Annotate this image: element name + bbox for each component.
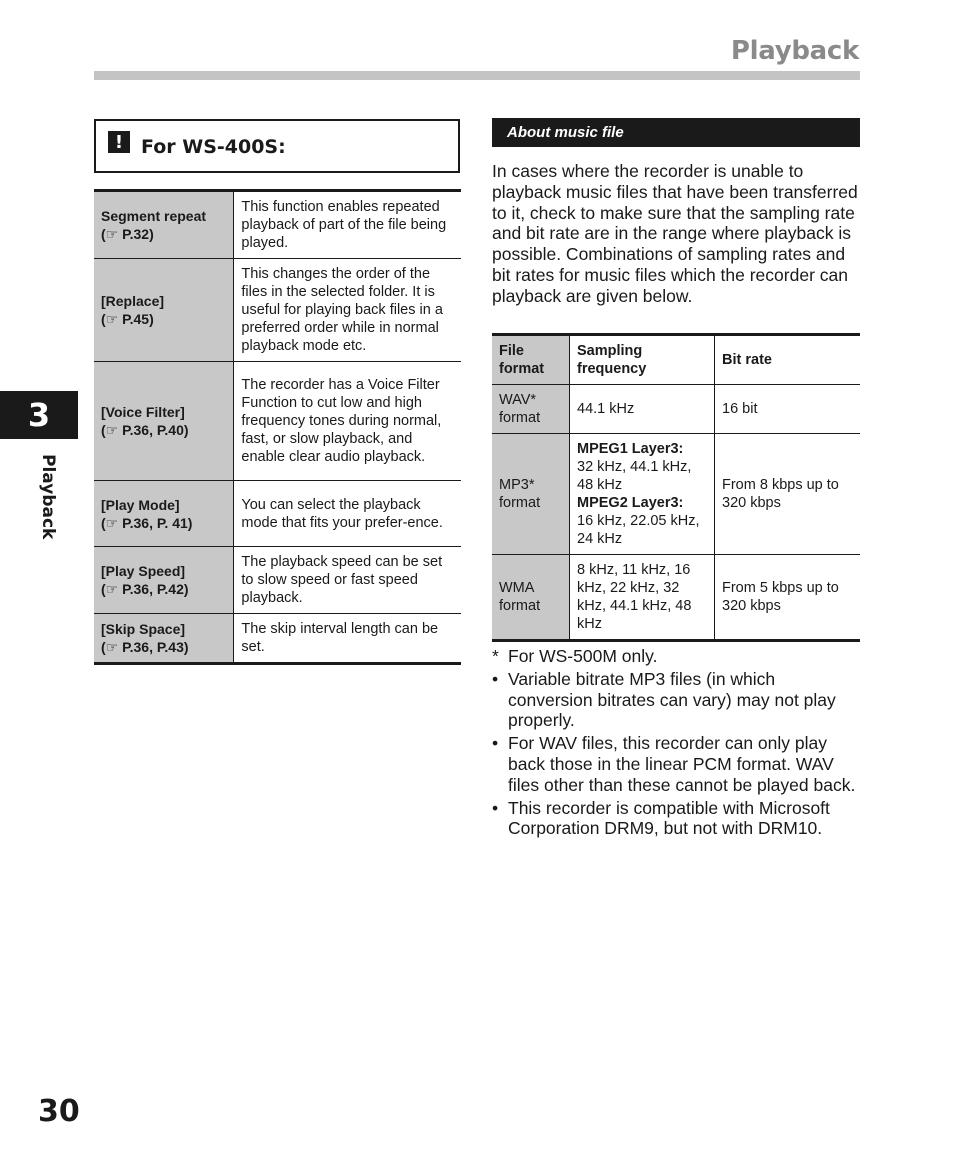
function-name-cell (94, 191, 234, 259)
function-description: The skip interval length can be set. (241, 621, 439, 655)
function-name-cell (94, 362, 234, 481)
function-description: The recorder has a Voice Filter Function to cut low and high frequency tones during normal, fast, or slow playback, and enable clear audio playback. (241, 377, 442, 465)
chapter-tab: 3 (0, 391, 78, 439)
sampling-cell: 44.1 kHz (570, 385, 715, 434)
note-title: For WS-400S: (141, 136, 286, 158)
notes-list (492, 646, 862, 841)
header-bit-rate: Bit rate (722, 352, 772, 368)
format-cell: WAV* format (492, 385, 570, 434)
page-reference: (☞ P.36, P.40) (101, 422, 189, 438)
mpeg1-values: 32 kHz, 44.1 kHz, 48 kHz (577, 459, 692, 493)
function-description: This function enables repeated playback of part of the file being played. (241, 199, 447, 251)
header-sampling-frequency: Sampling frequency (570, 335, 715, 385)
bullet-mark: • (492, 733, 499, 754)
bitrate-table (492, 333, 860, 642)
note-text: This recorder is compatible with Microsoft Corporation DRM9, but not with DRM10. (508, 797, 830, 839)
table-row (94, 191, 461, 259)
note-text: For WS-500M only. (508, 646, 658, 666)
function-name-cell (94, 481, 234, 547)
page-reference: (☞ P.32) (101, 226, 154, 242)
header-file-format: File format (492, 335, 570, 385)
list-item (492, 733, 862, 795)
bitrate-cell: From 5 kbps up to 320 kbps (722, 580, 839, 614)
function-name: Segment repeat (101, 208, 207, 224)
table-row (492, 385, 860, 434)
list-item (492, 798, 862, 840)
exclamation-icon: ! (108, 131, 130, 153)
note-text: Variable bitrate MP3 files (in which conversion bitrates can vary) may not play properly. (508, 668, 836, 731)
title-rule (94, 71, 860, 80)
asterisk-mark: * (492, 646, 499, 666)
table-row (94, 481, 461, 547)
list-item (492, 669, 862, 731)
page-reference: (☞ P.36, P.42) (101, 581, 189, 597)
function-name: [Skip Space] (101, 621, 186, 637)
table-row (94, 614, 461, 664)
mpeg2-label: MPEG2 Layer3: (577, 495, 684, 511)
format-cell: WMA format (492, 555, 570, 641)
function-name: [Replace] (101, 293, 165, 309)
intro-paragraph: In cases where the recorder is unable to playback music files that have been transferred to it, check to make sure that the sampling rate and bit rate are in the range where playback is possible. Combinations of sampling rates and bit rates for music files which the recorder can playback are given below. (492, 161, 858, 306)
sampling-cell (570, 434, 715, 555)
table-row (94, 547, 461, 614)
bitrate-cell: 16 bit (722, 401, 758, 417)
bullet-mark: • (492, 797, 499, 818)
note-text: For WAV files, this recorder can only play back those in the linear PCM format. WAV files other than these cannot be played back. (508, 733, 856, 795)
table-row (492, 555, 860, 641)
table-row (94, 362, 461, 481)
page-title: Playback (730, 36, 859, 66)
bullet-mark: • (492, 668, 499, 689)
function-description: You can select the playback mode that fits your prefer-ence. (241, 496, 443, 531)
function-name-cell (94, 259, 234, 362)
sampling-cell: 8 kHz, 11 kHz, 16 kHz, 22 kHz, 32 kHz, 44.1 kHz, 48 kHz (570, 555, 715, 641)
table-row (94, 259, 461, 362)
table-row (492, 434, 860, 555)
table-header-row (492, 335, 860, 385)
function-description: This changes the order of the files in the selected folder. It is useful for playing back files in a preferred order while in normal playback mode etc. (241, 266, 443, 354)
list-item (492, 646, 862, 667)
function-description: The playback speed can be set to slow speed or fast speed playback. (241, 554, 443, 606)
bitrate-cell: From 8 kbps up to 320 kbps (722, 477, 839, 511)
function-name: [Play Speed] (101, 563, 186, 579)
function-name: [Play Mode] (101, 496, 180, 513)
section-header: About music file (492, 118, 860, 147)
page-reference: (☞ P.45) (101, 311, 154, 327)
page-reference: (☞ P.36, P.43) (101, 639, 189, 655)
mpeg1-label: MPEG1 Layer3: (577, 441, 684, 457)
note-box (94, 119, 460, 173)
mpeg2-values: 16 kHz, 22.05 kHz, 24 kHz (577, 513, 700, 547)
function-name-cell (94, 614, 234, 664)
function-table (94, 189, 461, 665)
page-reference: (☞ P.36, P. 41) (101, 514, 193, 531)
function-name-cell (94, 547, 234, 614)
page-number: 30 (38, 1094, 80, 1129)
format-cell: MP3* format (492, 434, 570, 555)
side-chapter-label: Playback (38, 454, 58, 540)
function-name: [Voice Filter] (101, 404, 185, 420)
